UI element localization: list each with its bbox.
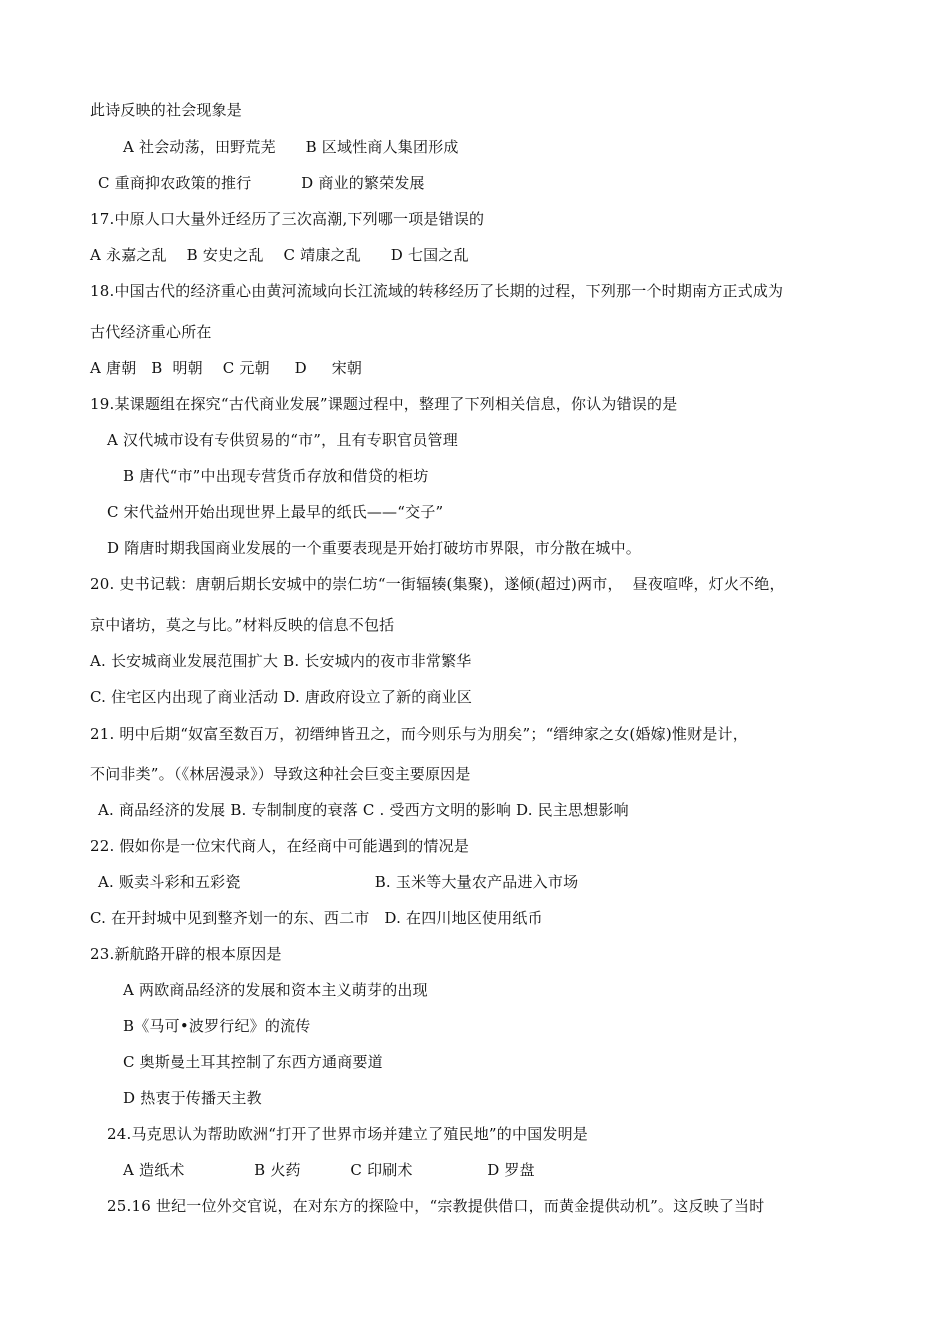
q20-options-cd: C. 住宅区内出现了商业活动 D. 唐政府设立了新的商业区	[90, 688, 473, 706]
q17-stem: 17.中原人口大量外迁经历了三次高潮,下列哪一项是错误的	[90, 210, 485, 228]
q18-options: A 唐朝 B 明朝 C 元朝 D 宋朝	[90, 359, 363, 377]
q21-stem-line1: 21. 明中后期“奴富至数百万，初缙绅皆丑之，而今则乐与为朋矣”；“缙绅家之女(婚嫁)惟财是计，	[90, 725, 748, 743]
q22-stem: 22. 假如你是一位宋代商人，在经商中可能遇到的情况是	[90, 837, 470, 855]
q23-stem: 23.新航路开辟的根本原因是	[90, 945, 282, 963]
q19-option-b: B 唐代“市”中出现专营货币存放和借贷的柜坊	[123, 467, 429, 485]
q23-option-b: B《马可•波罗行纪》的流传	[123, 1017, 311, 1035]
q21-options: A. 商品经济的发展 B. 专制制度的衰落 C . 受西方文明的影响 D. 民主思想影响	[98, 801, 629, 819]
q24-stem: 24.马克思认为帮助欧洲“打开了世界市场并建立了殖民地”的中国发明是	[107, 1125, 588, 1143]
q22-options-ab: A. 贩卖斗彩和五彩瓷 B. 玉米等大量农产品进入市场	[98, 873, 579, 891]
q18-stem-line2: 古代经济重心所在	[90, 323, 212, 341]
q23-option-a: A 两欧商品经济的发展和资本主义萌芽的出现	[123, 981, 428, 999]
q16-stem-tail: 此诗反映的社会现象是	[90, 101, 243, 119]
q19-option-a: A 汉代城市设有专供贸易的“市”，且有专职官员管理	[107, 431, 458, 449]
q25-stem: 25.16 世纪一位外交官说，在对东方的探险中，“宗教提供借口，而黄金提供动机”。这反映了当时	[107, 1197, 765, 1215]
q20-stem-line2: 京中诸坊，莫之与比。”材料反映的信息不包括	[90, 616, 395, 634]
q20-stem-line1: 20. 史书记载：唐朝后期长安城中的崇仁坊“一街辐辏(集聚)，遂倾(超过)两市， 昼夜喧哗，灯火不绝，	[90, 575, 785, 593]
q18-stem-line1: 18.中国古代的经济重心由黄河流域向长江流域的转移经历了长期的过程，下列那一个时期南方正式成为	[90, 282, 784, 300]
q23-option-c: C 奥斯曼土耳其控制了东西方通商要道	[123, 1053, 383, 1071]
q22-options-cd: C. 在开封城中见到整齐划一的东、西二市 D. 在四川地区使用纸币	[90, 909, 543, 927]
q23-option-d: D 热衷于传播天主教	[123, 1089, 262, 1107]
q16-options-cd: C 重商抑农政策的推行 D 商业的繁荣发展	[98, 174, 425, 192]
q19-option-c: C 宋代益州开始出现世界上最早的纸氏——“交子”	[107, 503, 444, 521]
q19-option-d: D 隋唐时期我国商业发展的一个重要表现是开始打破坊市界限，市分散在城中。	[107, 539, 641, 557]
q16-options-ab: A 社会动荡，田野荒芜 B 区域性商人集团形成	[123, 138, 459, 156]
q24-options: A 造纸术 B 火药 C 印刷术 D 罗盘	[123, 1161, 535, 1179]
q17-options: A 永嘉之乱 B 安史之乱 C 靖康之乱 D 七国之乱	[90, 246, 469, 264]
q21-stem-line2: 不问非类”。（《林居漫录》）导致这种社会巨变主要原因是	[90, 765, 471, 783]
q19-stem: 19.某课题组在探究“古代商业发展”课题过程中，整理了下列相关信息，你认为错误的是	[90, 395, 678, 413]
q20-options-ab: A. 长安城商业发展范围扩大 B. 长安城内的夜市非常繁华	[90, 652, 472, 670]
